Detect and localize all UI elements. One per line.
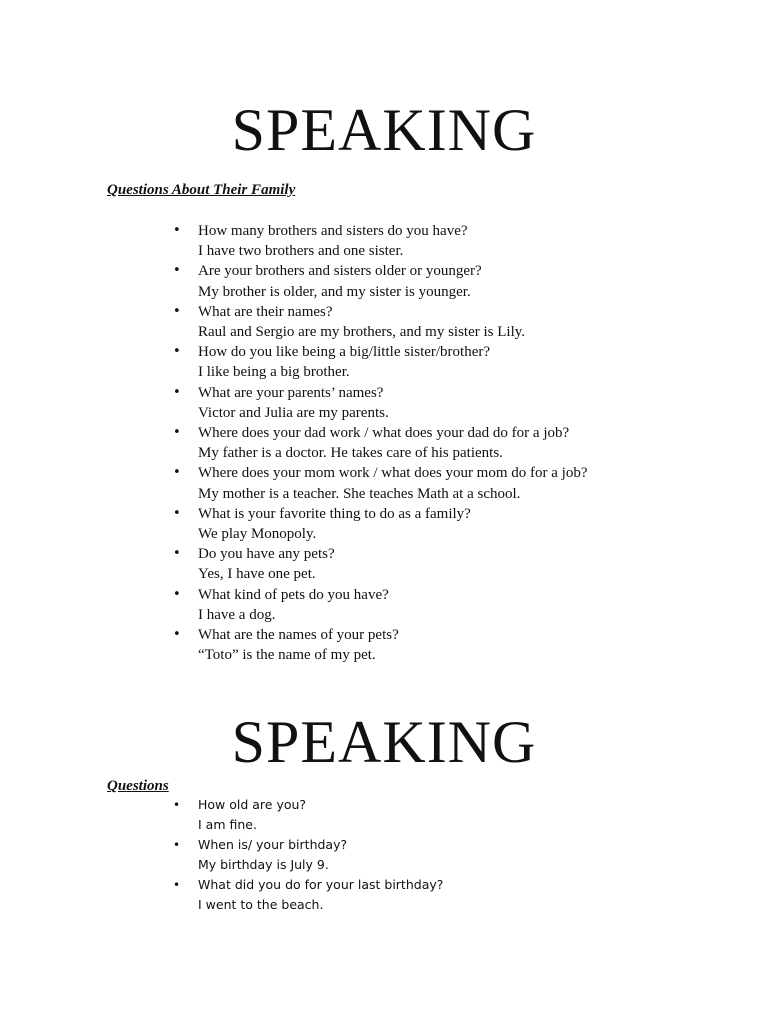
bullet-icon: • — [173, 627, 181, 643]
bullet-icon: • — [173, 384, 181, 400]
bullet-icon: • — [173, 344, 181, 360]
question-text: What did you do for your last birthday? — [198, 877, 444, 892]
family-questions-list — [0, 221, 758, 665]
answer-text: I have two brothers and one sister. — [198, 243, 404, 260]
bullet-icon: • — [173, 546, 181, 562]
question-text: How many brothers and sisters do you have? — [198, 223, 468, 239]
question-text: What are your parents’ names? — [198, 384, 384, 401]
answer-text: My father is a doctor. He takes care of his patients. — [198, 445, 503, 462]
bullet-icon: • — [173, 505, 181, 521]
answer-text: My brother is older, and my sister is younger. — [198, 283, 471, 300]
list-item — [0, 504, 758, 544]
page-title: SPEAKING — [231, 97, 537, 163]
section-title: SPEAKING — [231, 709, 537, 775]
list-item — [0, 835, 758, 875]
list-item — [0, 342, 758, 382]
answer-text: I like being a big brother. — [198, 364, 350, 381]
question-text: When is/ your birthday? — [198, 837, 348, 852]
question-text: What is your favorite thing to do as a family? — [198, 505, 471, 522]
question-text: Where does your dad work / what does your dad do for a job? — [198, 425, 570, 442]
bullet-icon: • — [173, 425, 181, 441]
list-item — [0, 625, 758, 665]
answer-text: “Toto” is the name of my pet. — [198, 647, 376, 664]
answer-text: I have a dog. — [198, 606, 276, 623]
answer-text: I am fine. — [198, 817, 257, 832]
answer-text: Yes, I have one pet. — [198, 566, 316, 583]
answer-text: My birthday is July 9. — [198, 857, 329, 872]
bullet-icon: • — [173, 838, 181, 852]
list-item — [0, 383, 758, 423]
question-text: What are the names of your pets? — [198, 627, 399, 644]
question-text: How do you like being a big/little sister/brother? — [198, 344, 491, 361]
bullet-icon: • — [173, 263, 181, 279]
general-questions-list — [0, 795, 758, 915]
answer-text: My mother is a teacher. She teaches Math at a school. — [198, 485, 521, 502]
question-text: Do you have any pets? — [198, 546, 335, 563]
bullet-icon: • — [173, 223, 181, 238]
question-text: Where does your mom work / what does your mom do for a job? — [198, 465, 588, 482]
question-text: What are their names? — [198, 303, 333, 320]
list-item — [0, 261, 758, 301]
bullet-icon: • — [173, 303, 181, 319]
section-heading-questions: Questions — [107, 778, 169, 794]
list-item — [0, 463, 758, 503]
bullet-icon: • — [173, 465, 181, 481]
question-text: How old are you? — [198, 797, 307, 812]
list-item — [0, 544, 758, 584]
list-item — [0, 585, 758, 625]
list-item — [0, 423, 758, 463]
bullet-icon: • — [173, 878, 181, 892]
bullet-icon: • — [173, 798, 181, 812]
section-heading-family: Questions About Their Family — [107, 182, 296, 198]
answer-text: Victor and Julia are my parents. — [198, 404, 389, 421]
bullet-icon: • — [173, 586, 181, 602]
list-item — [0, 875, 758, 915]
question-text: What kind of pets do you have? — [198, 586, 389, 603]
list-item — [0, 795, 758, 835]
list-item — [0, 221, 758, 261]
answer-text: Raul and Sergio are my brothers, and my sister is Lily. — [198, 324, 526, 341]
list-item — [0, 302, 758, 342]
answer-text: We play Monopoly. — [198, 526, 317, 543]
answer-text: I went to the beach. — [198, 897, 324, 912]
question-text: Are your brothers and sisters older or younger? — [198, 263, 482, 280]
